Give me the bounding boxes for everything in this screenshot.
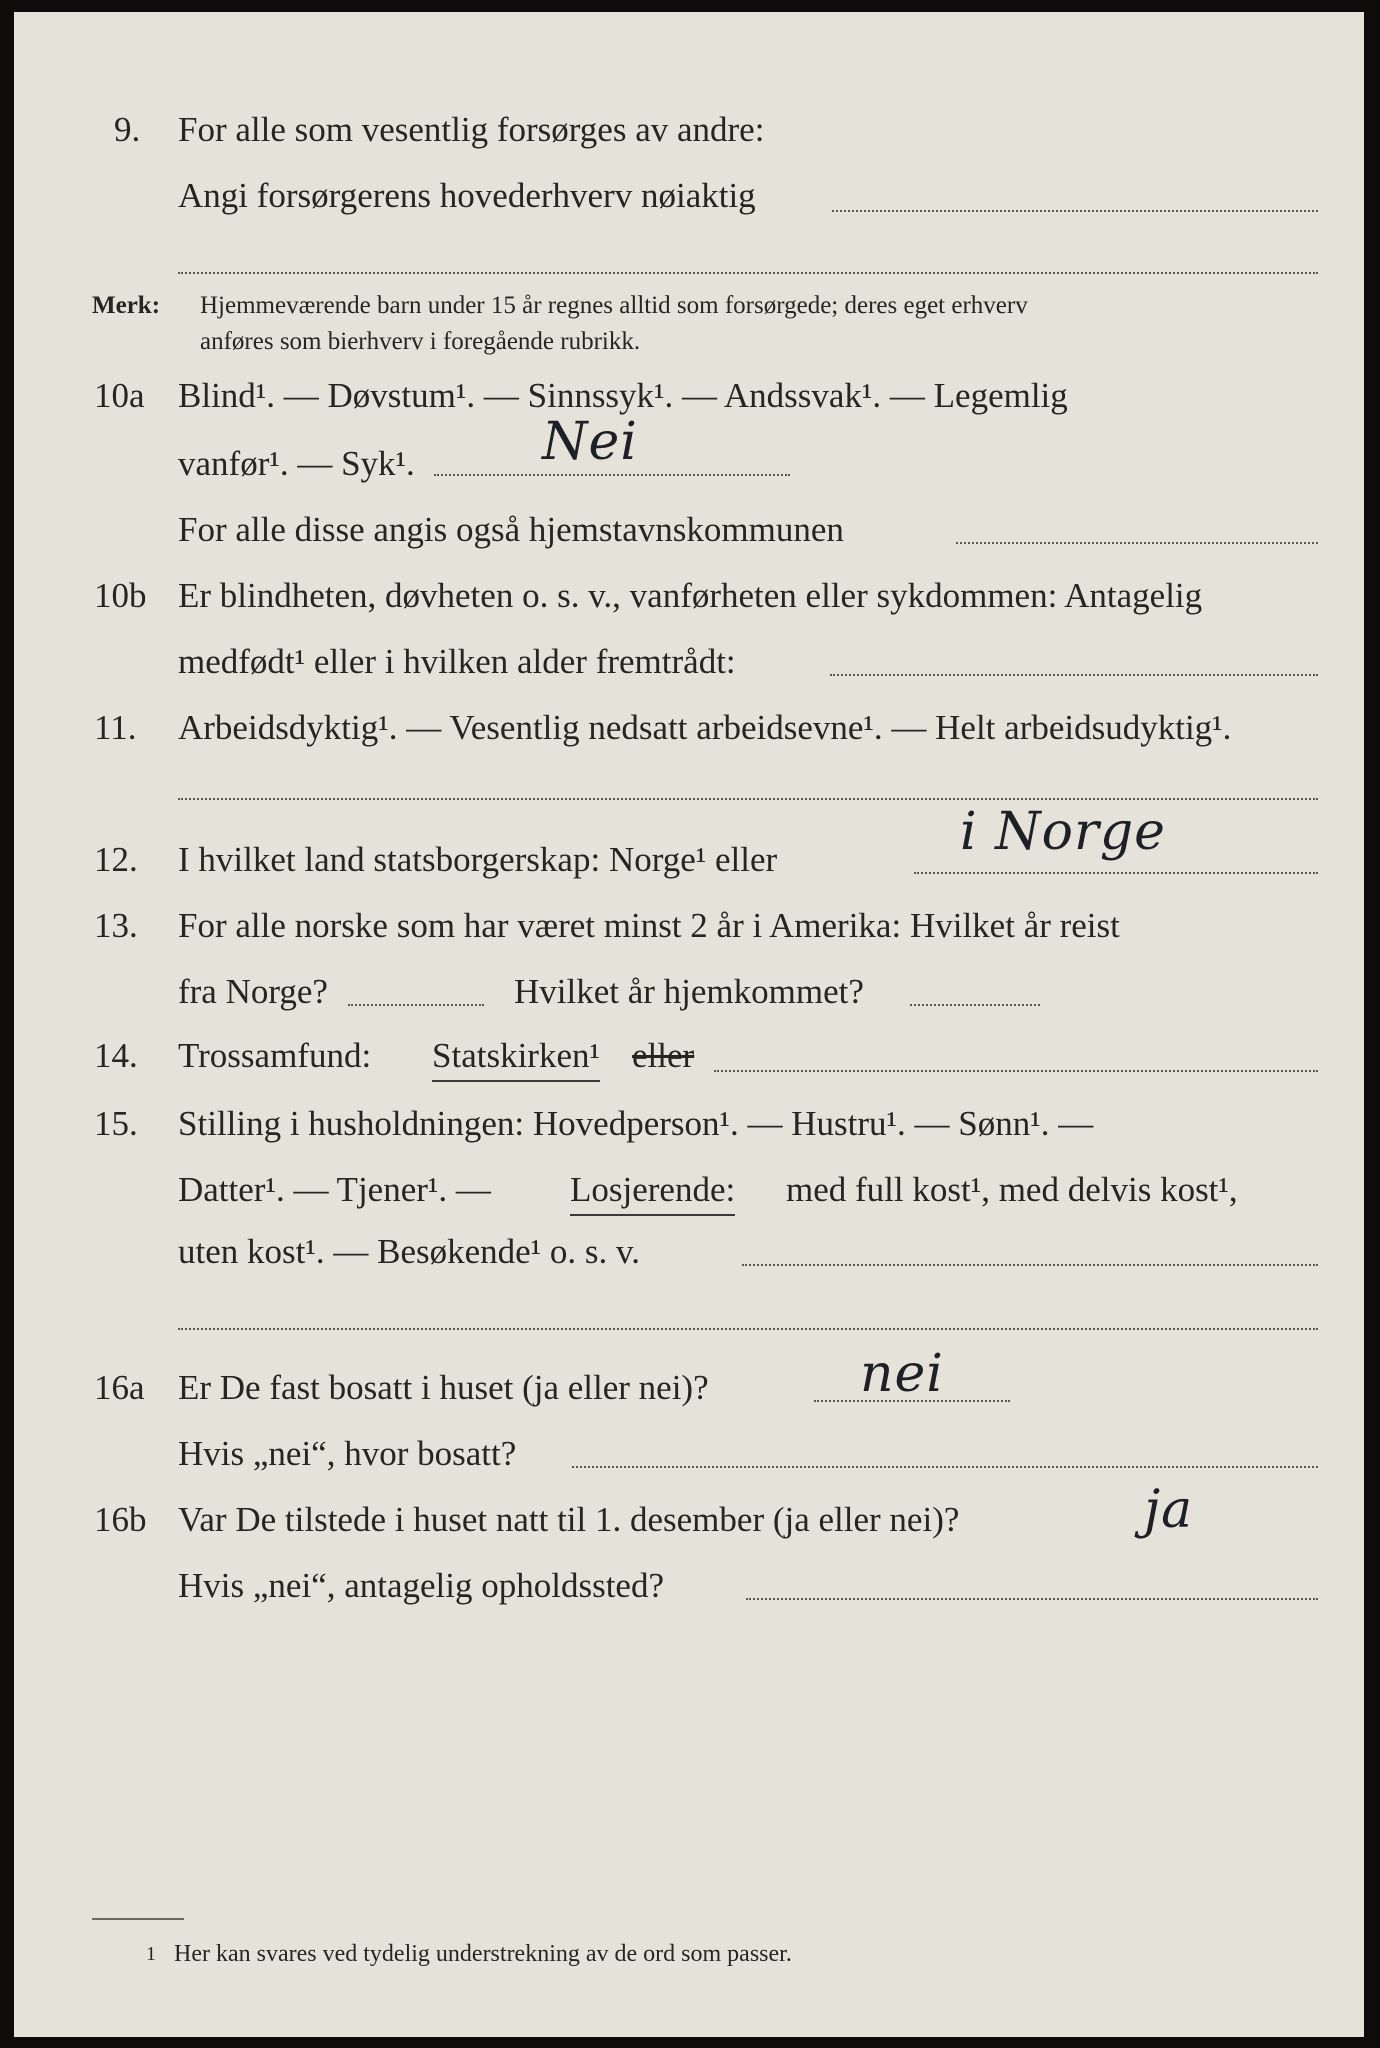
q12-question: I hvilket land statsborgerskap: Norge¹ eller [178,840,778,879]
q10b-question-2: medfødt¹ eller i hvilken alder fremtrådt: [178,642,736,681]
q9-question: For alle som vesentlig forsørges av andre: [178,110,765,149]
q13-departure-label: fra Norge? [178,972,328,1011]
q15-option-losjerende[interactable]: Losjerende: [570,1168,735,1216]
footnote-mark: 1 [146,1943,156,1965]
q11-number: 11. [94,708,137,747]
q10a-hometown-instruction: For alle disse angis også hjemstavnskommunen [178,510,844,549]
q11-answer-line[interactable] [178,798,1318,800]
q16a-residence-line[interactable] [572,1466,1318,1468]
q15-answer-line[interactable] [742,1264,1318,1266]
census-form-page [14,12,1364,2037]
q16b-number: 16b [94,1500,147,1539]
q16a-handwritten-answer: nei [860,1344,944,1404]
q16b-handwritten-answer: ja [1144,1480,1194,1540]
q10a-options: Blind¹. — Døvstum¹. — Sinnssyk¹. — Andssvak¹. — Legemlig [178,376,1068,415]
q14-answer-line[interactable] [714,1070,1318,1072]
q10b-question: Er blindheten, døvheten o. s. v., vanførheten eller sykdommen: Antagelig [178,576,1203,615]
q9-answer-line[interactable] [832,210,1318,212]
q16a-residence-label: Hvis „nei“, hvor bosatt? [178,1434,517,1473]
q15-answer-line-2[interactable] [178,1328,1318,1330]
q10b-number: 10b [94,576,147,615]
q16a-number: 16a [94,1368,145,1407]
q13-number: 13. [94,906,138,945]
q10a-handwritten-answer: Nei [542,412,638,472]
footnote-text: Her kan svares ved tydelig understrekning av de ord som passer. [174,1941,792,1967]
q14-label: Trossamfund: [178,1036,372,1075]
q10a-answer-line[interactable] [434,474,790,476]
q16b-location-label: Hvis „nei“, antagelig opholdssted? [178,1566,664,1605]
q9-answer-line-2[interactable] [178,272,1318,274]
q13-return-line[interactable] [910,1004,1040,1006]
q16b-location-line[interactable] [746,1598,1318,1600]
q16a-question: Er De fast bosatt i huset (ja eller nei)? [178,1368,709,1407]
q11-options: Arbeidsdyktig¹. — Vesentlig nedsatt arbeidsevne¹. — Helt arbeidsudyktig¹. [178,708,1232,747]
q9-number: 9. [114,110,141,149]
q10a-hometown-line[interactable] [956,542,1318,544]
q12-answer-line[interactable] [914,872,1318,874]
q15-number: 15. [94,1104,138,1143]
q15-options-3: uten kost¹. — Besøkende¹ o. s. v. [178,1232,641,1271]
q14-option-statskirken[interactable]: Statskirken¹ [432,1034,600,1082]
q10a-options-2: vanfør¹. — Syk¹. [178,444,415,483]
q13-return-label: Hvilket år hjemkommet? [514,972,864,1011]
merk-note-line1: Hjemmeværende barn under 15 år regnes alltid som forsørgede; deres eget erhverv [200,292,1028,319]
q15-options-2c: med full kost¹, med delvis kost¹, [786,1170,1238,1209]
q14-struck-eller: eller [632,1036,695,1075]
footnote-divider [92,1918,184,1920]
merk-note-line2: anføres som bierhverv i foregående rubrikk. [200,328,641,355]
q15-options-2a: Datter¹. — Tjener¹. — [178,1170,491,1209]
merk-label: Merk: [92,292,161,319]
q9-instruction: Angi forsørgerens hovederhverv nøiaktig [178,176,756,215]
q16b-question: Var De tilstede i huset natt til 1. desember (ja eller nei)? [178,1500,960,1539]
q10b-answer-line[interactable] [830,674,1318,676]
q13-departure-line[interactable] [348,1004,484,1006]
q15-options: Stilling i husholdningen: Hovedperson¹. — Hustru¹. — Sønn¹. — [178,1104,1094,1143]
q14-number: 14. [94,1036,138,1075]
q12-handwritten-answer: i Norge [960,802,1166,862]
q10a-number: 10a [94,376,145,415]
q12-number: 12. [94,840,138,879]
q13-question: For alle norske som har været minst 2 år i Amerika: Hvilket år reist [178,906,1120,945]
